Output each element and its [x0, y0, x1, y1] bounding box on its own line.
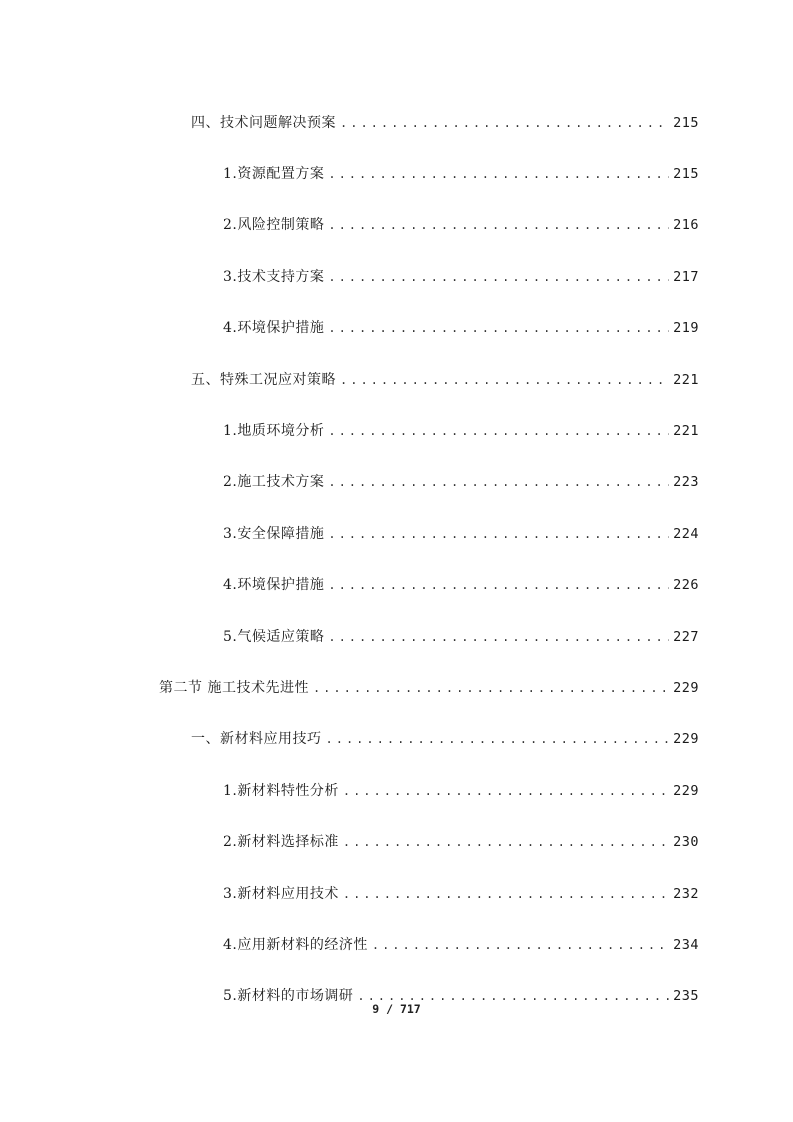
toc-entry[interactable] [0, 764, 793, 815]
toc-entry[interactable] [0, 302, 793, 353]
toc-entry-title: 2.新材料选择标准 [223, 834, 339, 851]
toc-dot-leader [343, 784, 669, 798]
toc-entry-title: 五、特殊工况应对策略 [191, 371, 336, 388]
toc-dot-leader [328, 630, 669, 644]
toc-entry-page: 235 [673, 988, 699, 1005]
toc-entry-title: 3.技术支持方案 [223, 268, 325, 285]
toc-entry-title: 2.施工技术方案 [223, 474, 325, 491]
toc-entry-page: 216 [673, 217, 699, 234]
toc-entry-page: 229 [673, 679, 699, 696]
toc-entry-page: 224 [673, 525, 699, 542]
toc-entry-title: 1.地质环境分析 [223, 423, 325, 440]
toc-entry[interactable] [0, 96, 793, 147]
toc-entry[interactable] [0, 456, 793, 507]
toc-entry-page: 215 [673, 114, 699, 131]
toc-entry-title: 一、新材料应用技巧 [191, 731, 322, 748]
toc-entry-page: 229 [673, 731, 699, 748]
toc-entry-page: 215 [673, 166, 699, 183]
toc-entry-page: 227 [673, 628, 699, 645]
toc-entry-title: 2.风险控制策略 [223, 217, 325, 234]
toc-entry-title: 1.新材料特性分析 [223, 782, 339, 799]
toc-entry-page: 232 [673, 885, 699, 902]
toc-entry-page: 221 [673, 371, 699, 388]
toc-entry[interactable] [0, 353, 793, 404]
toc-entry[interactable] [0, 147, 793, 198]
toc-entry[interactable] [0, 199, 793, 250]
toc-dot-leader [326, 732, 670, 746]
toc-entry-title: 4.应用新材料的经济性 [223, 936, 368, 953]
toc-entry-page: 223 [673, 474, 699, 491]
toc-entry[interactable] [0, 661, 793, 712]
toc-entry[interactable] [0, 610, 793, 661]
toc-entry-page: 226 [673, 577, 699, 594]
toc-entry-title: 第二节 施工技术先进性 [159, 679, 309, 696]
toc-entry[interactable] [0, 867, 793, 918]
toc-entry-page: 219 [673, 320, 699, 337]
toc-entry-page: 234 [673, 936, 699, 953]
toc-dot-leader [328, 218, 669, 232]
toc-dot-leader [328, 424, 669, 438]
toc-entry-title: 4.环境保护措施 [223, 320, 325, 337]
toc-entry-title: 3.安全保障措施 [223, 525, 325, 542]
table-of-contents [0, 96, 793, 1021]
toc-entry-title: 1.资源配置方案 [223, 166, 325, 183]
toc-entry[interactable] [0, 507, 793, 558]
toc-dot-leader [340, 373, 669, 387]
toc-entry[interactable] [0, 404, 793, 455]
toc-dot-leader [313, 681, 669, 695]
toc-dot-leader [328, 321, 669, 335]
toc-dot-leader [328, 527, 669, 541]
toc-entry[interactable] [0, 815, 793, 866]
toc-entry-title: 四、技术问题解决预案 [191, 114, 336, 131]
toc-dot-leader [340, 116, 669, 130]
toc-entry-title: 4.环境保护措施 [223, 577, 325, 594]
toc-dot-leader [328, 578, 669, 592]
toc-entry-page: 229 [673, 782, 699, 799]
page-number-footer: 9 / 717 [372, 1002, 421, 1016]
toc-dot-leader [328, 270, 669, 284]
toc-entry[interactable] [0, 250, 793, 301]
toc-dot-leader [372, 938, 669, 952]
toc-entry-title: 3.新材料应用技术 [223, 885, 339, 902]
toc-entry[interactable] [0, 559, 793, 610]
toc-dot-leader [328, 475, 669, 489]
toc-dot-leader [343, 835, 669, 849]
toc-entry[interactable] [0, 918, 793, 969]
toc-dot-leader [343, 887, 669, 901]
toc-entry-page: 217 [673, 268, 699, 285]
toc-entry-page: 221 [673, 423, 699, 440]
toc-dot-leader [328, 167, 669, 181]
toc-entry-title: 5.气候适应策略 [223, 628, 325, 645]
toc-entry-title: 5.新材料的市场调研 [223, 988, 354, 1005]
toc-entry-page: 230 [673, 834, 699, 851]
toc-entry[interactable] [0, 713, 793, 764]
